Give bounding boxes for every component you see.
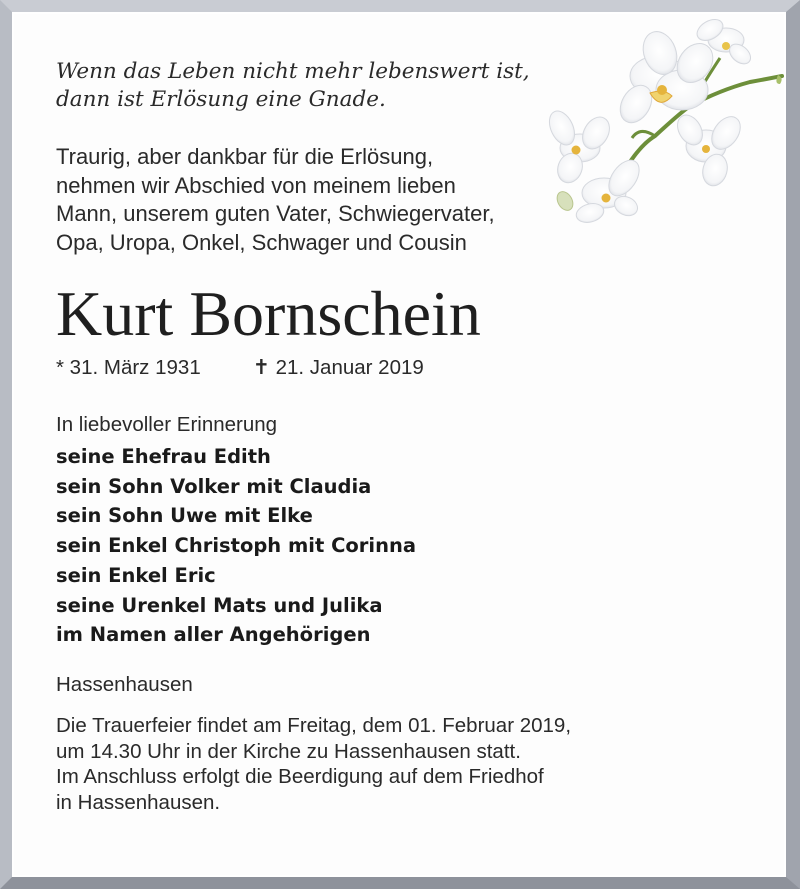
- quote-line: dann ist Erlösung eine Gnade.: [56, 87, 386, 112]
- service-line: Die Trauerfeier findet am Freitag, dem 01. Februar 2019,: [56, 714, 572, 737]
- mourners-list: [56, 442, 416, 650]
- mourner: seine Ehefrau Edith: [56, 445, 271, 468]
- orchid-image: [540, 18, 785, 223]
- mourner: sein Enkel Christoph mit Corinna: [56, 534, 417, 558]
- mourner: sein Sohn Uwe mit Elke: [56, 504, 313, 528]
- intro-line: Traurig, aber dankbar für die Erlösung,: [56, 144, 434, 169]
- mourner: im Namen aller Angehörigen: [56, 623, 371, 647]
- life-dates: [56, 355, 424, 381]
- intro-line: Mann, unserem guten Vater, Schwiegervater,: [56, 201, 495, 226]
- service-line: Im Anschluss erfolgt die Beerdigung auf dem Friedhof: [56, 765, 544, 788]
- deceased-name: Kurt Bornschein: [56, 278, 481, 349]
- place: Hassenhausen: [56, 673, 193, 696]
- mourner: sein Enkel Eric: [56, 563, 216, 587]
- intro-line: Opa, Uropa, Onkel, Schwager und Cousin: [56, 229, 467, 255]
- quote: [56, 58, 530, 114]
- intro-line: nehmen wir Abschied von meinem lieben: [56, 172, 456, 198]
- death-date: ✝ 21. Januar 2019: [252, 356, 424, 379]
- service-info: [56, 713, 571, 815]
- quote-line: Wenn das Leben nicht mehr lebenswert ist,: [56, 59, 530, 84]
- service-line: in Hassenhausen.: [56, 790, 221, 814]
- intro-text: [56, 143, 495, 257]
- service-line: um 14.30 Uhr in der Kirche zu Hassenhausen statt.: [56, 739, 521, 763]
- birth-date: * 31. März 1931: [56, 356, 201, 379]
- memorial-line: In liebevoller Erinnerung: [56, 413, 278, 436]
- mourner: seine Urenkel Mats und Julika: [56, 593, 383, 617]
- mourner: sein Sohn Volker mit Claudia: [56, 474, 372, 498]
